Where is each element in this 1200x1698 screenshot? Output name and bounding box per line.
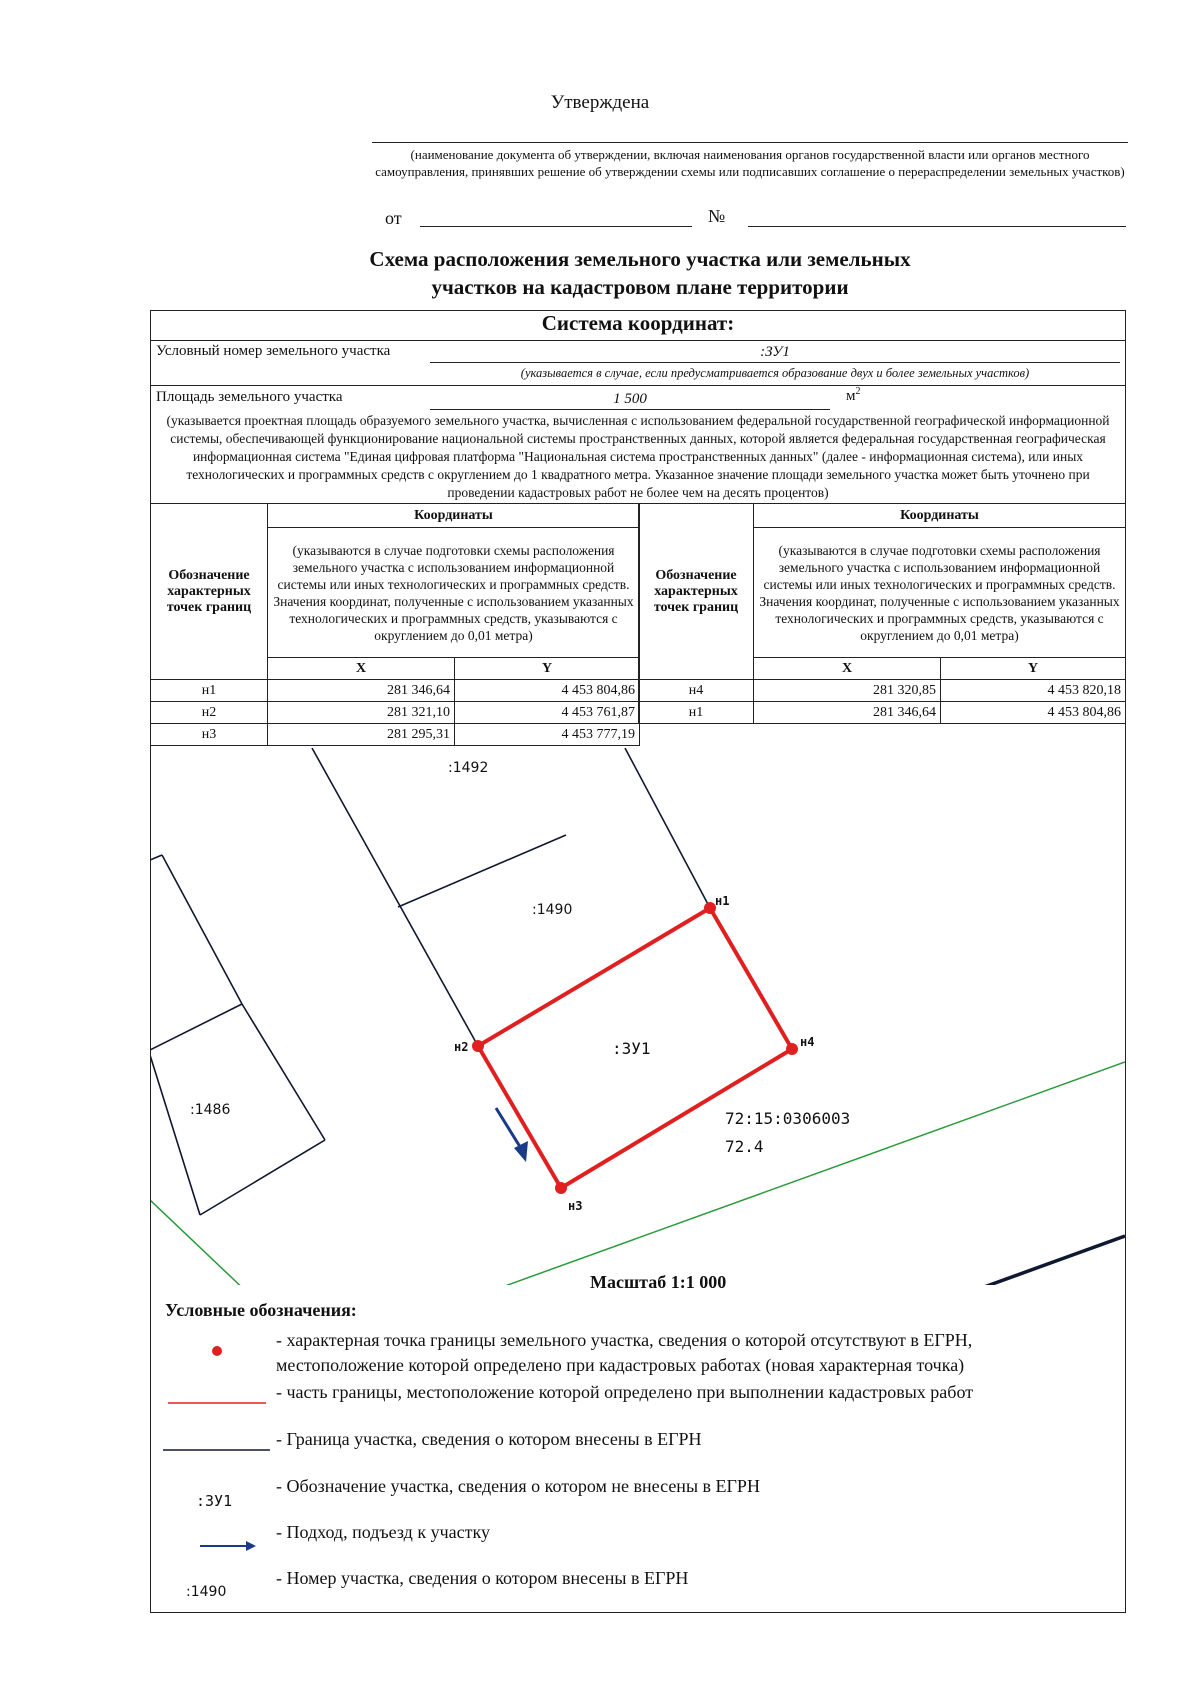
- x-cell: 281 320,85: [754, 680, 941, 702]
- plot-number-label: Условный номер земельного участка: [156, 343, 391, 359]
- area-unit-power: 2: [855, 386, 861, 397]
- x-cell: 281 346,64: [754, 702, 941, 724]
- area-unit-base: м: [846, 388, 856, 404]
- point-cell: н2: [151, 702, 268, 724]
- egrn-boundary-line: [625, 748, 710, 908]
- coords-header: Координаты: [268, 504, 640, 528]
- legend-point-icon: [212, 1346, 222, 1356]
- point-label-n3: н3: [568, 1199, 583, 1213]
- x-header: X: [268, 658, 455, 680]
- y-cell: 4 453 804,86: [455, 680, 640, 702]
- from-label: от: [385, 208, 402, 228]
- x-cell: 281 321,10: [268, 702, 455, 724]
- coords-header: Координаты: [754, 504, 1126, 528]
- point-marker-n3: [555, 1182, 567, 1194]
- title-line-1: Схема расположения земельного участка или земельных: [369, 247, 911, 271]
- legend-label-text: - Обозначение участка, сведения о котором не внесены в ЕГРН: [276, 1476, 760, 1496]
- title-line-2: участков на кадастровом плане территории: [431, 275, 849, 299]
- point-label-n1: н1: [715, 894, 730, 908]
- egrn-boundary-line: [150, 1004, 242, 1050]
- point-label-n2: н2: [454, 1040, 469, 1054]
- legend-point-text: [276, 1328, 972, 1378]
- x-cell: 281 295,31: [268, 724, 455, 746]
- point-marker-n4: [786, 1043, 798, 1055]
- area-value: 1 500: [613, 391, 647, 407]
- egrn-boundary-line: [398, 835, 566, 907]
- egrn-boundary-line: [312, 748, 478, 1046]
- y-header: Y: [941, 658, 1126, 680]
- legend-label-symbol: :ЗУ1: [196, 1492, 233, 1510]
- legend-black-line-text: - Граница участка, сведения о котором внесены в ЕГРН: [276, 1429, 702, 1449]
- parcel-label-1490: :1490: [532, 902, 573, 918]
- point-cell: н1: [151, 680, 268, 702]
- egrn-boundary-line: [962, 1236, 1125, 1295]
- legend-arrow-icon: [200, 1541, 256, 1551]
- quarter-number-label: 72:15:0306003: [725, 1109, 851, 1128]
- y-cell: 4 453 777,19: [455, 724, 640, 746]
- egrn-boundary-line: [150, 1055, 200, 1215]
- area-label: Площадь земельного участка: [156, 389, 343, 405]
- legend-title: Условные обозначения:: [165, 1300, 357, 1320]
- access-arrow-icon: [496, 1108, 528, 1162]
- x-cell: 281 346,64: [268, 680, 455, 702]
- point-cell: н3: [151, 724, 268, 746]
- point-label-n4: н4: [800, 1035, 815, 1049]
- area-hint: (указывается проектная площадь образуемого земельного участка, вычисленная с использованием федеральной государственной географической информационной системы, обеспечивающей функционирование национальной системы пространственных данных, которой является федеральная государственная географическая информационная система "Единая цифровая платформа "Национальная система пространственных данных" (далее - информационная система), или иных технологических и программных средств с округлением до 1 квадратного метра. Указанное значение площади земельного участка может быть уточнено при проведении кадастровых работ не более чем на десять процентов): [166, 413, 1110, 500]
- plot-number-hint: (указывается в случае, если предусматривается образование двух и более земельных участков): [520, 366, 1030, 380]
- point-cell: н4: [639, 680, 754, 702]
- approval-caption: (наименование документа об утверждении, включая наименования органов государственной власти или органов местного самоуправления, принявших решение об утверждении схемы или подписавших соглашение о перераспределении земельных участков): [375, 147, 1125, 179]
- y-cell: 4 453 804,86: [941, 702, 1126, 724]
- coordinate-system-label: Система координат:: [541, 311, 735, 335]
- egrn-boundary-line: [200, 1140, 325, 1215]
- y-cell: 4 453 820,18: [941, 680, 1126, 702]
- legend-arrow-text: - Подход, подъезд к участку: [276, 1522, 490, 1542]
- point-marker-n2: [472, 1040, 484, 1052]
- y-cell: 4 453 761,87: [455, 702, 640, 724]
- new-parcel-label: :ЗУ1: [612, 1039, 651, 1058]
- plot-number-value: :ЗУ1: [760, 344, 790, 360]
- quarter-sub-label: 72.4: [725, 1137, 764, 1156]
- legend-point-line-1: - характерная точка границы земельного участка, сведения о которой отсутствуют в ЕГРН,: [276, 1330, 973, 1350]
- egrn-boundary-line: [162, 855, 242, 1004]
- scale-label: Масштаб 1:1 000: [590, 1272, 727, 1292]
- legend-red-line-text: - часть границы, местоположение которой определено при выполнении кадастровых работ: [276, 1382, 974, 1402]
- legend-number-text: - Номер участка, сведения о котором внесены в ЕГРН: [276, 1568, 689, 1588]
- parcel-label-1486: :1486: [190, 1102, 231, 1118]
- x-header: X: [754, 658, 941, 680]
- approved-label: Утверждена: [550, 92, 650, 113]
- coords-hint: (указываются в случае подготовки схемы расположения земельного участка с использованием информационной системы или иных технологических и программных средств. Значения координат, полученные с использованием указанных технологических и программных средств, указываются с округлением до 0,01 метра): [754, 528, 1126, 658]
- point-header: Обозначение характерных точек границ: [151, 504, 268, 680]
- egrn-boundary-line: [150, 855, 162, 860]
- egrn-boundaries: [150, 748, 1125, 1295]
- coords-hint: (указываются в случае подготовки схемы расположения земельного участка с использованием информационной системы или иных технологических и программных средств. Значения координат, полученные с использованием указанных технологических и программных средств, указываются с округлением до 0,01 метра): [268, 528, 640, 658]
- point-cell: н1: [639, 702, 754, 724]
- legend-number-symbol: :1490: [186, 1584, 227, 1600]
- parcel-label-1492: :1492: [448, 760, 489, 776]
- y-header: Y: [455, 658, 640, 680]
- number-label: №: [708, 206, 726, 226]
- legend-point-line-2: местоположение которой определено при кадастровых работах (новая характерная точка): [276, 1355, 965, 1375]
- egrn-boundary-line: [242, 1004, 325, 1140]
- point-header: Обозначение характерных точек границ: [639, 504, 754, 680]
